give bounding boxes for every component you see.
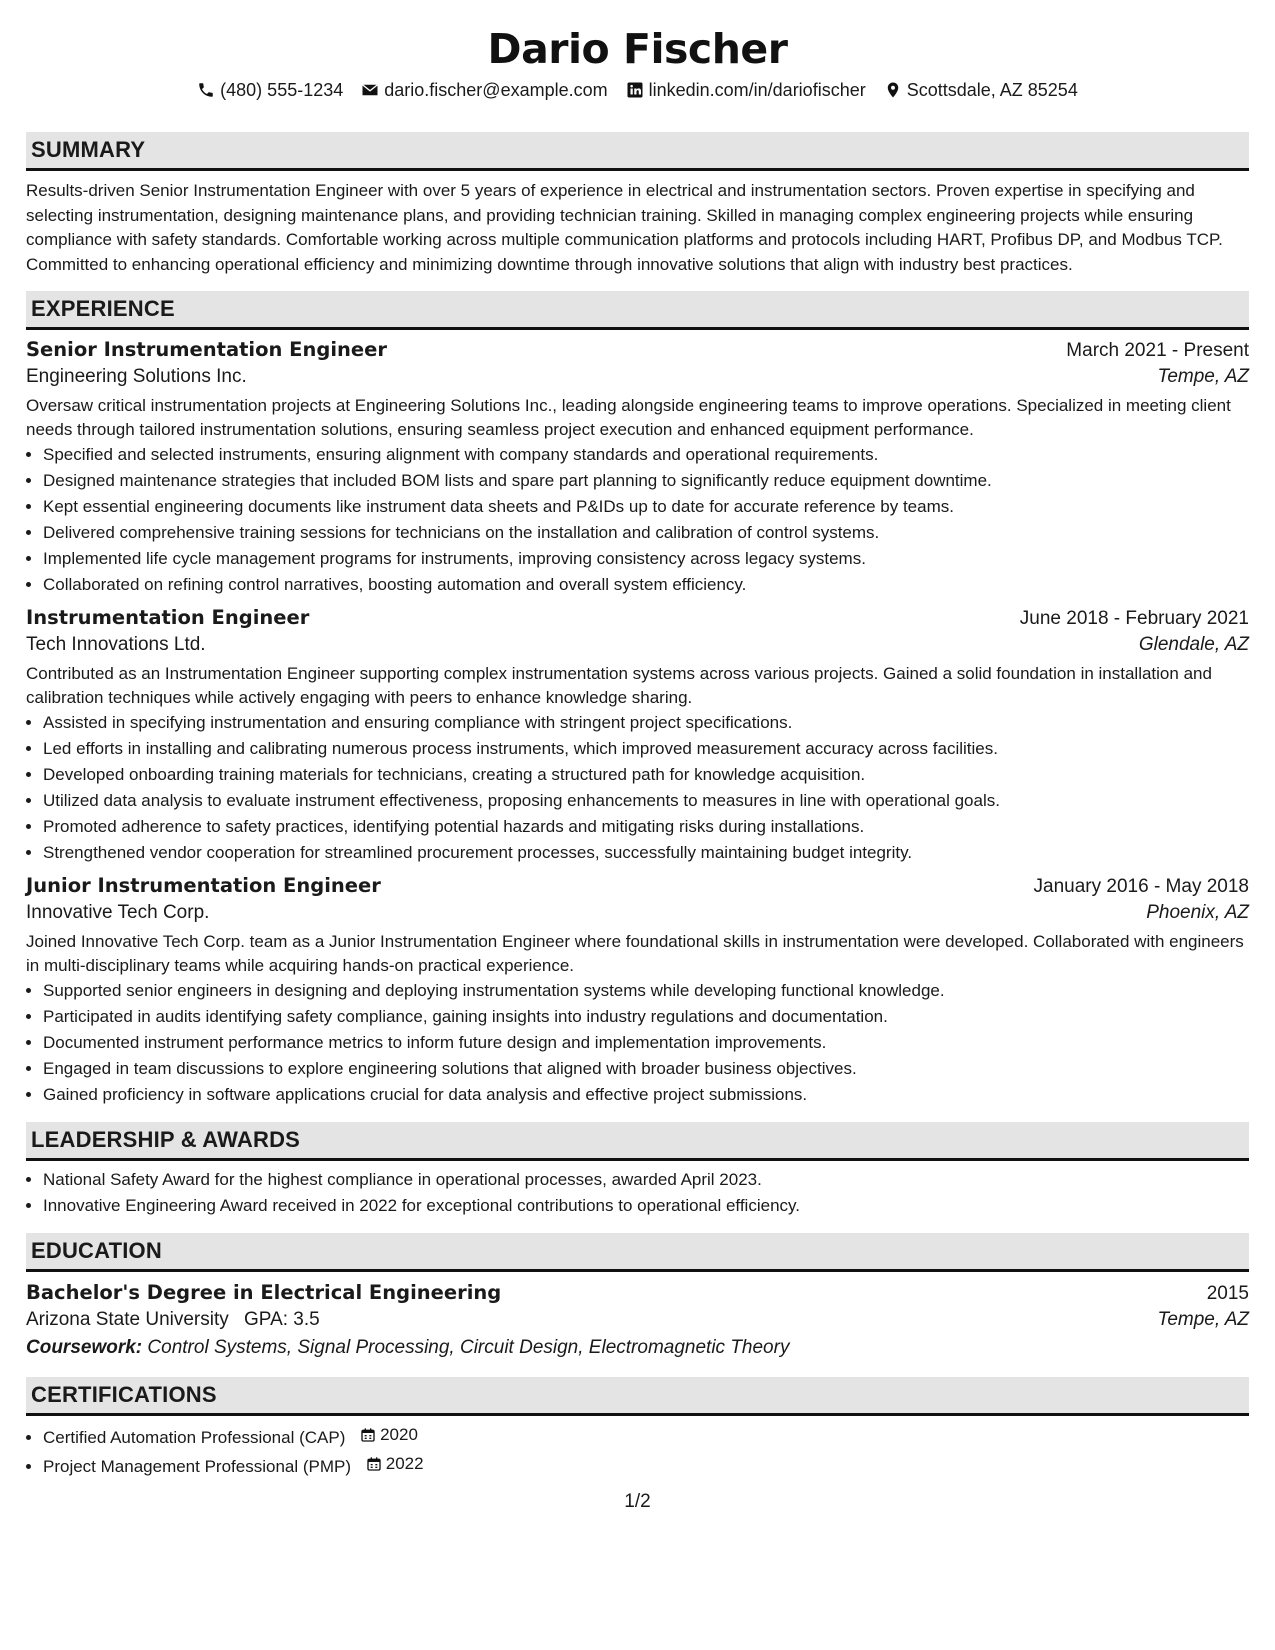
list-item [43, 1422, 1249, 1451]
list-item: • Implemented life cycle management programs for instruments, improving consistency across legacy systems. [43, 546, 1249, 572]
email-text: dario.fischer@example.com [384, 79, 608, 100]
candidate-name: Dario Fischer [487, 25, 788, 73]
section-heading-experience [26, 291, 1249, 330]
linkedin-text: linkedin.com/in/dariofischer [648, 79, 866, 100]
degree-title: Bachelor's Degree in Electrical Engineering [26, 1281, 502, 1304]
list-item: • Utilized data analysis to evaluate instrument effectiveness, proposing enhancements to measures in line with operational goals. [43, 788, 1249, 814]
list-item [43, 1451, 1249, 1480]
job-description: Contributed as an Instrumentation Engineer supporting complex instrumentation systems across various projects. Gained a solid foundation in installation and calibration techniques while actively engaging with peers to enhance knowledge sharing. [26, 664, 1212, 707]
school-line [26, 1309, 320, 1331]
list-item: • Promoted adherence to safety practices, identifying potential hazards and mitigating risks during installations. [43, 814, 1249, 840]
cert-name: Project Management Professional (PMP) [43, 1457, 352, 1476]
awards-list [26, 1167, 1249, 1219]
education-heading: EDUCATION [31, 1238, 162, 1263]
list-item: • Kept essential engineering documents like instrument data sheets and P&IDs up to date for accurate reference by teams. [43, 494, 1249, 520]
contact-linkedin[interactable] [626, 80, 866, 101]
cert-year [360, 1422, 418, 1448]
job-entry [26, 874, 1249, 1108]
phone-text: (480) 555-1234 [220, 79, 344, 100]
job-location: Tempe, AZ [1157, 366, 1249, 387]
school-name: Arizona State University [26, 1309, 229, 1330]
job-entry [26, 338, 1249, 598]
coursework-text: Control Systems, Signal Processing, Circuit Design, Electromagnetic Theory [147, 1337, 790, 1358]
job-dates: March 2021 - Present [1066, 340, 1249, 361]
list-item: • Supported senior engineers in designing and deploying instrumentation systems while developing functional knowledge. [43, 978, 1249, 1004]
list-item: • Gained proficiency in software applications crucial for data analysis and effective project submissions. [43, 1082, 1249, 1108]
contact-phone[interactable] [197, 80, 343, 101]
list-item: • Collaborated on refining control narratives, boosting automation and overall system efficiency. [43, 572, 1249, 598]
summary-heading: SUMMARY [31, 137, 146, 162]
list-item: • Strengthened vendor cooperation for streamlined procurement processes, successfully maintaining budget integrity. [43, 840, 1249, 866]
contact-email[interactable] [361, 80, 607, 101]
certifications-heading: CERTIFICATIONS [31, 1382, 217, 1407]
awards-heading: LEADERSHIP & AWARDS [31, 1127, 301, 1152]
job-location: Glendale, AZ [1138, 634, 1249, 655]
job-dates: June 2018 - February 2021 [1019, 608, 1249, 629]
gpa: GPA: 3.5 [244, 1309, 320, 1330]
envelope-icon [361, 81, 379, 99]
section-heading-summary [26, 132, 1249, 171]
job-bullets [26, 978, 1249, 1108]
graduation-year: 2015 [1206, 1283, 1249, 1304]
cert-year-text: 2020 [380, 1425, 418, 1444]
job-bullets [26, 442, 1249, 598]
location-text: Scottsdale, AZ 85254 [906, 79, 1078, 100]
coursework-label: Coursework: [26, 1337, 143, 1358]
coursework-line [26, 1337, 1249, 1359]
job-description: Oversaw critical instrumentation projects at Engineering Solutions Inc., leading alongside engineering teams to improve operations. Specialized in meeting client needs through tailored instrumentation solutions, ensuring seamless project execution and enhanced equipment performance. [26, 396, 1231, 439]
phone-icon [197, 81, 215, 99]
resume-page [26, 0, 1249, 1650]
page-number: 1/2 [624, 1491, 651, 1512]
list-item: • National Safety Award for the highest compliance in operational processes, awarded April 2023. [43, 1167, 1249, 1193]
cert-name: Certified Automation Professional (CAP) [43, 1428, 346, 1447]
job-location: Phoenix, AZ [1146, 902, 1249, 923]
map-pin-icon [884, 81, 902, 99]
list-item: • Led efforts in installing and calibrating numerous process instruments, which improved measurement accuracy across facilities. [43, 736, 1249, 762]
contact-location [884, 80, 1078, 101]
list-item: • Documented instrument performance metrics to inform future design and implementation improvements. [43, 1030, 1249, 1056]
list-item: • Assisted in specifying instrumentation and ensuring compliance with stringent project specifications. [43, 710, 1249, 736]
calendar-icon [360, 1427, 376, 1443]
list-item: • Participated in audits identifying safety compliance, gaining insights into industry regulations and documentation. [43, 1004, 1249, 1030]
job-title: Junior Instrumentation Engineer [26, 874, 381, 897]
cert-year-text: 2022 [385, 1454, 424, 1473]
linkedin-icon [626, 81, 644, 99]
experience-heading: EXPERIENCE [31, 296, 175, 321]
contact-bar [26, 76, 1249, 104]
job-bullets [26, 710, 1249, 866]
education-entry [26, 1281, 1249, 1359]
summary-text: Results-driven Senior Instrumentation Engineer with over 5 years of experience in electrical and instrumentation sectors. Proven expertise in specifying and selecting instrumentation, designing maintenance plans, and providing technician training. Skilled in managing complex engineering projects while ensuring compliance with safety standards. Comfortable working across multiple communication platforms and protocols including HART, Profibus DP, and Modbus TCP. Committed to enhancing operational efficiency and minimizing downtime through innovative solutions that align with industry best practices. [26, 181, 1223, 274]
list-item: • Specified and selected instruments, ensuring alignment with company standards and operational requirements. [43, 442, 1249, 468]
job-company: Engineering Solutions Inc. [26, 366, 247, 387]
certifications-list [26, 1422, 1249, 1480]
job-entry [26, 606, 1249, 866]
calendar-icon [366, 1456, 382, 1472]
section-heading-education [26, 1233, 1249, 1272]
job-dates: January 2016 - May 2018 [1033, 876, 1249, 897]
job-company: Tech Innovations Ltd. [26, 634, 206, 655]
cert-year [366, 1451, 424, 1477]
school-location: Tempe, AZ [1157, 1309, 1249, 1330]
list-item: • Delivered comprehensive training sessions for technicians on the installation and calibration of control systems. [43, 520, 1249, 546]
section-heading-certifications [26, 1377, 1249, 1416]
job-title: Senior Instrumentation Engineer [26, 338, 387, 361]
section-heading-awards [26, 1122, 1249, 1161]
list-item: • Innovative Engineering Award received in 2022 for exceptional contributions to operational efficiency. [43, 1193, 1249, 1219]
job-description: Joined Innovative Tech Corp. team as a Junior Instrumentation Engineer where foundational skills in instrumentation were developed. Collaborated with engineers in multi-disciplinary teams while acquiring hands-on practical experience. [26, 932, 1244, 975]
list-item: • Developed onboarding training materials for technicians, creating a structured path for knowledge acquisition. [43, 762, 1249, 788]
job-title: Instrumentation Engineer [26, 606, 310, 629]
list-item: • Designed maintenance strategies that included BOM lists and spare part planning to significantly reduce equipment downtime. [43, 468, 1249, 494]
job-company: Innovative Tech Corp. [26, 902, 210, 923]
list-item: • Engaged in team discussions to explore engineering solutions that aligned with broader business objectives. [43, 1056, 1249, 1082]
